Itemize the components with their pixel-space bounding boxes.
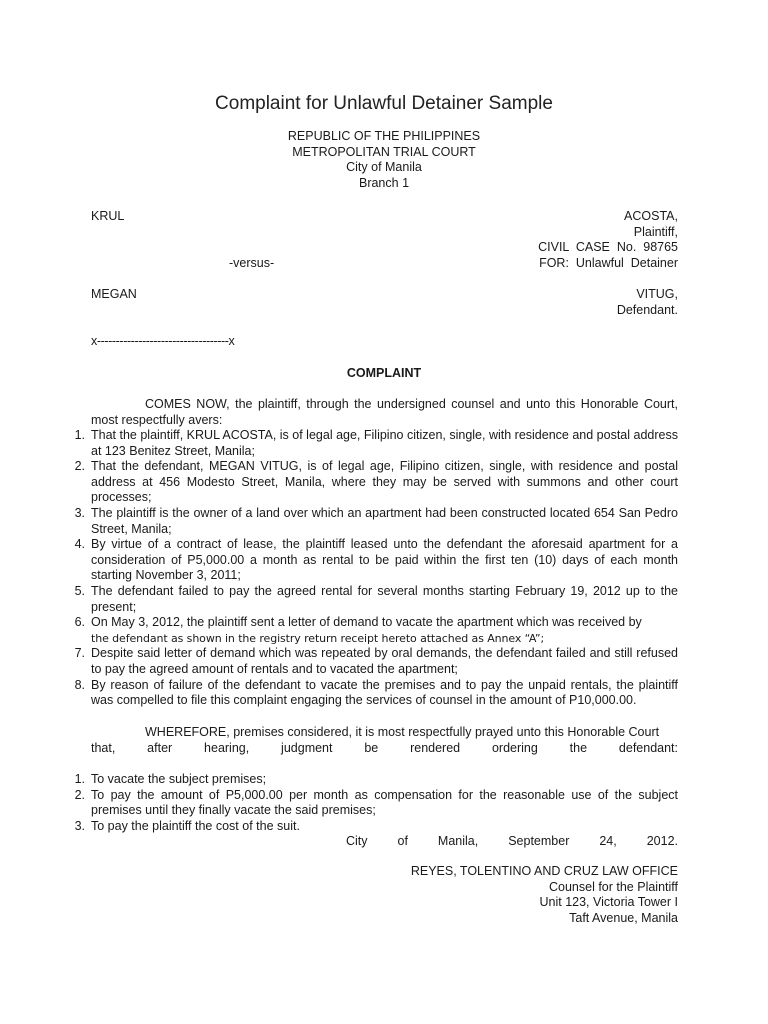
wherefore-paragraph	[91, 725, 678, 756]
list-item	[74, 459, 678, 506]
list-text: To vacate the subject premises;	[91, 772, 267, 786]
list-item	[74, 646, 678, 677]
list-text-continued: the defendant as shown in the registry return receipt hereto attached as Annex “A”;	[91, 631, 545, 645]
list-text: The plaintiff is the owner of a land over which an apartment had been constructed located 654 San Pedro Street, Manila;	[91, 505, 678, 536]
defendant-last-name: VITUG,	[636, 287, 678, 301]
intro-text: COMES NOW, the plaintiff, through the undersigned counsel and unto this Honorable Court, most respectfully avers:	[91, 397, 678, 427]
list-number: 3.	[74, 818, 85, 833]
court-header	[0, 129, 768, 191]
list-text: To pay the plaintiff the cost of the suit.	[91, 818, 300, 833]
counsel-role: Counsel for the Plaintiff	[548, 879, 678, 894]
defendant-first-name: MEGAN	[91, 287, 137, 301]
prayer-list	[74, 772, 678, 834]
complaint-heading: COMPLAINT	[346, 366, 422, 380]
list-text: To pay the amount of P5,000.00 per month as compensation for the reasonable use of the subject premises until they finally vacate the said premises;	[91, 787, 678, 818]
list-text: That the defendant, MEGAN VITUG, is of legal age, Filipino citizen, single, with residence and postal address at 456 Modesto Street, Manila, where they may be served with summons and other court processes;	[91, 459, 678, 505]
list-item	[74, 428, 678, 459]
list-item	[74, 615, 678, 646]
versus-label: -versus-	[229, 256, 275, 270]
allegations-list	[74, 428, 678, 709]
list-item	[74, 677, 678, 709]
list-number: 7.	[74, 646, 85, 661]
list-item	[74, 818, 678, 835]
list-number: 2.	[74, 787, 85, 802]
list-number: 4.	[74, 537, 85, 552]
case-type: FOR: Unlawful Detainer	[539, 256, 678, 270]
list-number: 2.	[74, 459, 85, 474]
address-line-2: Taft Avenue, Manila	[569, 910, 678, 925]
law-firm-name: REYES, TOLENTINO AND CRUZ LAW OFFICE	[410, 864, 678, 878]
court-line-trial-court: METROPOLITAN TRIAL COURT	[292, 144, 476, 159]
wherefore-text: WHEREFORE, premises considered, it is most respectfully prayed unto this Honorable Court	[145, 725, 660, 739]
plaintiff-first-name: KRUL	[91, 209, 125, 223]
list-item	[74, 537, 678, 584]
list-number: 8.	[74, 677, 85, 692]
plaintiff-role: Plaintiff,	[633, 225, 678, 239]
list-number: 6.	[74, 615, 85, 630]
document-title: Complaint for Unlawful Detainer Sample	[215, 93, 553, 114]
list-item	[74, 583, 678, 615]
court-line-branch: Branch 1	[358, 175, 410, 190]
list-number: 1.	[74, 428, 85, 442]
court-line-republic: REPUBLIC OF THE PHILIPPINES	[287, 129, 481, 143]
list-number: 3.	[74, 505, 85, 520]
defendant-role: Defendant.	[616, 303, 678, 317]
list-text: By virtue of a contract of lease, the plaintiff leased unto the defendant the aforesaid apartment for a consideration of P5,000.00 a month as rental to be paid within the first ten (10) days of each month starting November 3, 2011;	[91, 537, 678, 583]
case-number: CIVIL CASE No. 98765	[538, 240, 678, 254]
wherefore-text-continued: that, after hearing, judgment be rendered ordering the defendant:	[91, 740, 678, 755]
court-line-city: City of Manila	[346, 160, 422, 175]
signature-block	[411, 864, 678, 926]
intro-paragraph	[91, 397, 678, 428]
list-text: The defendant failed to pay the agreed rental for several months starting February 19, 2012 up to the present;	[91, 583, 678, 614]
list-text: On May 3, 2012, the plaintiff sent a letter of demand to vacate the apartment which was received by	[91, 615, 642, 630]
list-text: By reason of failure of the defendant to vacate the premises and to pay the unpaid rentals, the plaintiff was compelled to file this complaint engaging the services of counsel in the amount of P10,000.00.	[91, 677, 678, 708]
list-text: Despite said letter of demand which was repeated by oral demands, the defendant failed and still refused to pay the agreed amount of rentals and to vacated the apartment;	[91, 646, 678, 676]
list-number: 5.	[74, 583, 85, 598]
dateline: City of Manila, September 24, 2012.	[346, 834, 678, 848]
list-item	[74, 787, 678, 819]
list-number: 1.	[74, 772, 85, 786]
list-text: That the plaintiff, KRUL ACOSTA, is of legal age, Filipino citizen, single, with residence and postal address at 123 Benitez Street, Manila;	[91, 428, 678, 458]
address-line-1: Unit 123, Victoria Tower I	[539, 895, 678, 910]
plaintiff-last-name: ACOSTA,	[624, 209, 678, 223]
list-item	[74, 505, 678, 537]
caption-separator: x-----------------------------------x	[91, 334, 235, 348]
list-item	[74, 772, 678, 788]
